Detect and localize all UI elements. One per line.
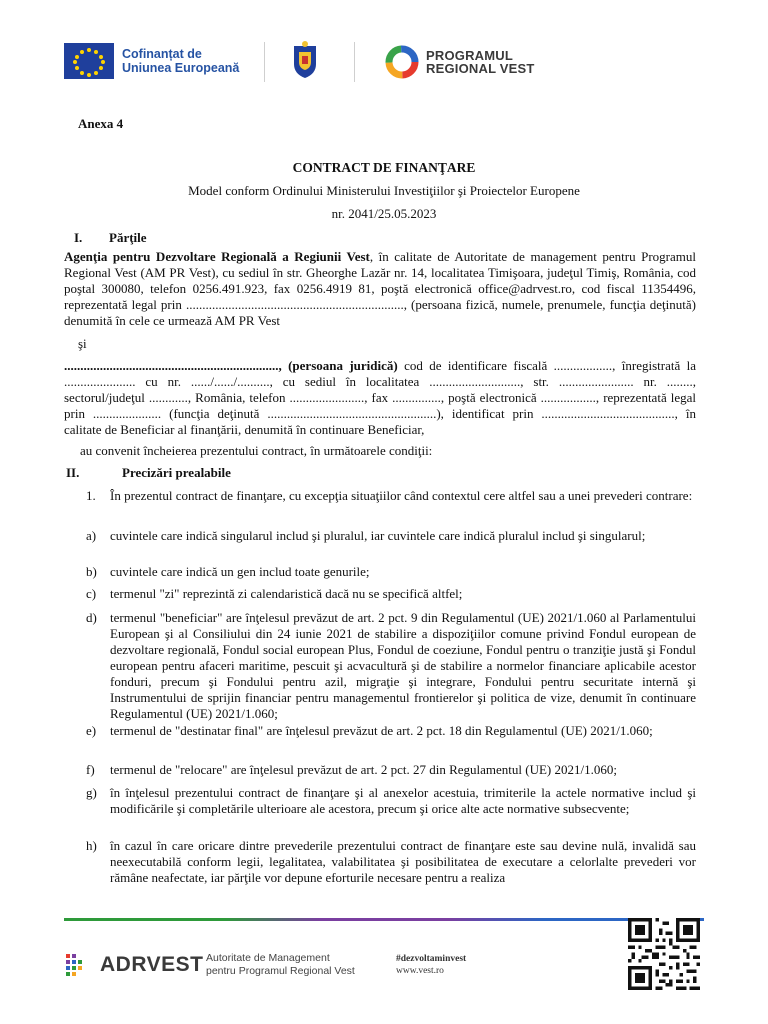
regional-program-logo <box>384 44 535 80</box>
program-text-line-1: PROGRAMUL <box>426 48 514 63</box>
section-number: I. <box>74 230 83 245</box>
list-item-label: f) <box>86 762 95 777</box>
order-number: nr. 2041/25.05.2023 <box>331 206 437 221</box>
document-subtitle: Model conform Ordinului Ministerului Investiţiilor şi Proiectelor Europene <box>188 183 580 198</box>
list-item <box>86 762 696 778</box>
list-item-text: în înţelesul prezentului contract de finanţare şi al anexelor acestuia, trimiterile la actele normative includ şi modificările şi completările ulterioare ale acestora, precum şi orice alte acte normative subsecvente; <box>110 785 696 816</box>
hashtag: #dezvoltaminvest <box>396 954 467 964</box>
list-item-label: c) <box>86 586 97 601</box>
eu-cofinancing-logo <box>64 43 239 79</box>
managing-authority-label <box>206 952 355 978</box>
qr-code-icon <box>628 918 700 990</box>
agreement-statement: au convenit încheierea prezentului contract, în următoarele condiţii: <box>80 443 433 458</box>
footer-color-rule <box>64 918 704 921</box>
romania-crest-icon <box>290 40 320 80</box>
list-item-label: h) <box>86 838 97 853</box>
list-item-text: termenul "beneficiar" are înţelesul prevăzut de art. 2 pct. 9 din Regulamentul (UE) 2021/1.060 al Parlamentului European şi al Consiliului din 24 iunie 2021 de stabilire a dispoziţiilor comune privind Fondul european de dezvoltare regională, Fondul social european Plus, Fondul de coeziune, Fondul pentru o tranziţie justă şi Fondul european pentru afaceri maritime, pescuit şi acvacultură şi de stabilire a normelor financiare aplicabile acestor fonduri, precum şi Fondului pentru azil, migraţie şi integrare, Fondului pentru securitate internă şi Instrumentului de sprijin financiar pentru managementul frontierelor şi politica de vize, denumit în continuare Regulamentul (UE) 2021/1.060; <box>110 610 696 721</box>
list-item-label: e) <box>86 723 97 738</box>
list-item-label: a) <box>86 528 97 543</box>
section-heading: Părţile <box>109 230 147 245</box>
list-item <box>86 528 696 544</box>
party-2-placeholder: .................................................................., <box>64 358 282 373</box>
list-item-text: cuvintele care indică singularul includ şi pluralul, iar cuvintele care indică pluralul includ şi singularul; <box>110 528 646 543</box>
document-title: CONTRACT DE FINANŢARE <box>292 160 476 175</box>
party-1-name: Agenţia pentru Dezvoltare Regională a Regiunii Vest <box>64 249 370 264</box>
party-2-paragraph <box>64 358 696 438</box>
footer-contact <box>396 953 466 977</box>
section-number: II. <box>66 465 80 480</box>
program-text-line-2: REGIONAL VEST <box>426 61 535 76</box>
eu-text-line-2: Uniunea Europeană <box>122 61 240 75</box>
list-item-label: d) <box>86 610 97 625</box>
list-item-label: 1. <box>86 488 96 503</box>
adrvest-logo <box>64 950 203 980</box>
annex-label: Anexa 4 <box>78 116 124 131</box>
list-item-label: g) <box>86 785 97 800</box>
adrvest-mark-icon <box>64 950 94 980</box>
footer-desc-line-1: Autoritate de Management <box>206 952 330 964</box>
list-item <box>86 564 696 580</box>
regional-program-ring-icon <box>384 44 420 80</box>
footer-desc-line-2: pentru Programul Regional Vest <box>206 965 355 977</box>
logo-divider <box>354 42 355 82</box>
party-2-type: (persoana juridică) <box>281 358 398 373</box>
list-item <box>86 610 696 722</box>
list-item <box>86 838 696 886</box>
section-heading: Precizări prealabile <box>122 465 231 480</box>
party-1-details: , în calitate de Autoritate de management pentru Programul Regional Vest (AM PR Vest), cu sediul în str. Gheorghe Lazăr nr. 14, localitatea Timişoara, judeţul Timiş, România, cod poştal 300080, telefon 0256.491.923, fax 0256.4919 81, poştă electronică office@adrvest.ro, cod fiscal 11354496, reprezentată legal prin ..................................................................., (persoana fizică, numele, prenumele, funcţia deţinută) denumită în cele ce urmează AM PR Vest <box>64 249 696 328</box>
adrvest-name: ADRVEST <box>100 953 204 976</box>
party-1-paragraph <box>64 249 696 329</box>
list-item-text: În prezentul contract de finanţare, cu excepţia situaţiilor când contextul cere altfel sau a unei prevederi contrare: <box>110 488 693 503</box>
eu-text-line-1: Cofinanțat de <box>122 47 202 61</box>
list-item <box>86 586 696 602</box>
header-logos <box>64 40 704 86</box>
conjunction: şi <box>78 336 87 351</box>
list-item <box>86 785 696 817</box>
list-item-label: b) <box>86 564 97 579</box>
list-item-text: termenul "zi" reprezintă zi calendaristică dacă nu se specifică altfel; <box>110 586 463 601</box>
list-item-text: în cazul în care oricare dintre prevederile prezentului contract de finanţare este sau devine nulă, invalidă sau neexecutabilă conform legii, legalitatea, valabilitatea şi posibilitatea de executare a celorlalte prevederi vor rămâne neafectate, iar părţile vor depune eforturile necesare pentru a realiza <box>110 838 696 885</box>
website-link[interactable]: www.vest.ro <box>396 966 444 976</box>
logo-divider <box>264 42 265 82</box>
eu-flag-icon <box>64 43 114 79</box>
list-item-text: cuvintele care indică un gen includ toate genurile; <box>110 564 370 579</box>
list-item-text: termenul de "relocare" are înţelesul prevăzut de art. 2 pct. 27 din Regulamentul (UE) 2021/1.060; <box>110 762 617 777</box>
list-item-text: termenul de "destinatar final" are înţelesul prevăzut de art. 2 pct. 18 din Regulamentul (UE) 2021/1.060; <box>110 723 653 738</box>
list-item <box>86 723 696 739</box>
list-item <box>86 488 696 504</box>
party-2-details: cod de identificare fiscală .................., înregistrată la ...................... cu nr. ....../....../.........., cu sediul în localitatea ............................, str. ....................... nr. ........, sectorul/judeţul ............, România, telefon ......................., fax ..............., poştă electronică ................., reprezentată legal prin ..................... (funcţia deţinută ....................................................), identificat prin ........................................., în calitate de Beneficiar al finanţării, denumită în continuare Beneficiar, <box>64 358 696 437</box>
